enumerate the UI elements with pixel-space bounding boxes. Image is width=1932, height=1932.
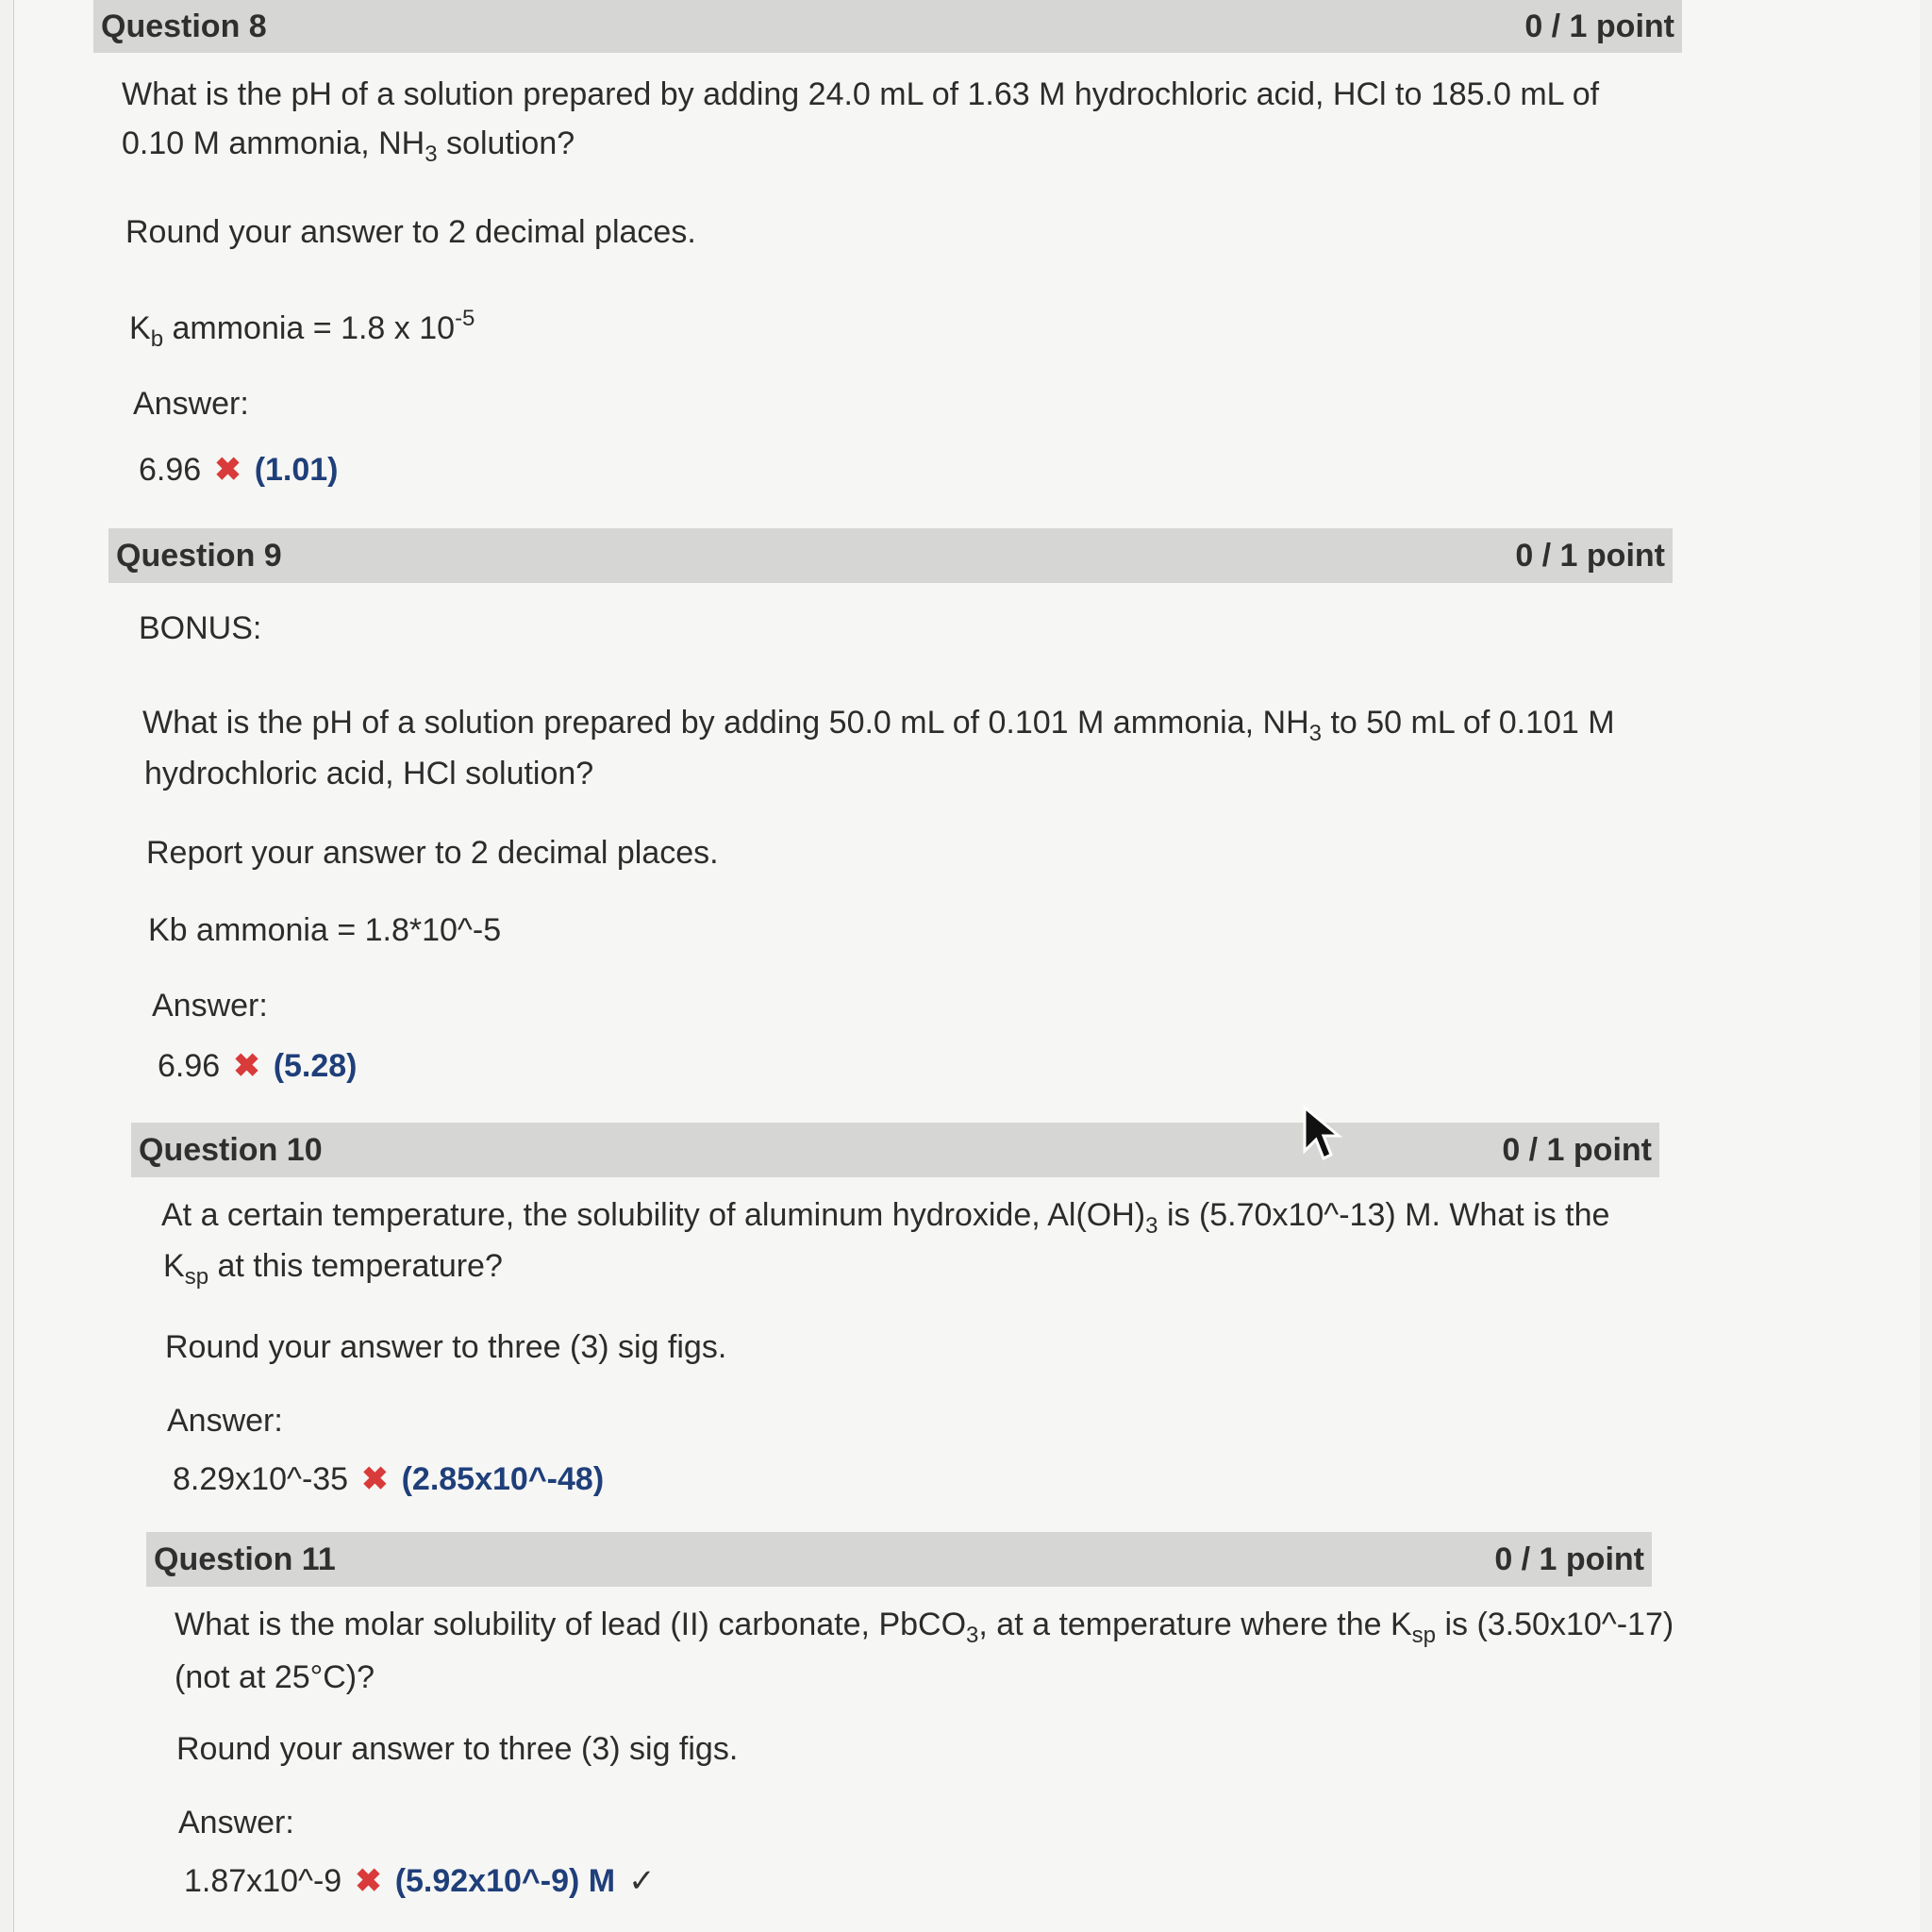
question-11-text-line-1: What is the molar solubility of lead (II) carbonate, PbCO$_3$, at a temperature where the $K_{sp}$ is (3.50x10^-17) (175, 1607, 1674, 1648)
question-9-instruction: Report your answer to 2 decimal places. (146, 835, 719, 871)
x-mark-icon: ✖ (361, 1461, 389, 1497)
user-answer: 8.29x10^-35 (173, 1460, 349, 1497)
question-11-answer-label: Answer: (178, 1805, 294, 1840)
question-9-header (108, 528, 1673, 583)
question-8-constant: $K_b$ ammonia = 1.8 x $10^{-5}$ (129, 306, 475, 352)
question-title: Question 11 (154, 1541, 336, 1577)
question-9-bonus: BONUS: (139, 610, 262, 646)
question-8-text-line-2: 0.10 M ammonia, $NH_3$ solution? (122, 125, 575, 167)
question-8-header (93, 0, 1682, 53)
question-10-text-line-2: $K_{sp}$ at this temperature? (163, 1248, 503, 1290)
question-9-text-line-2: hydrochloric acid, HCl solution? (144, 756, 594, 791)
correct-answer: (2.85x10^-48) (401, 1460, 605, 1497)
question-8-text-line-1: What is the pH of a solution prepared by adding 24.0 mL of 1.63 M hydrochloric acid, HCl to 185.0 mL of (122, 76, 1600, 112)
user-answer: 6.96 (139, 451, 202, 488)
correct-answer: (5.92x10^-9) M (394, 1862, 616, 1899)
question-11-text-line-2: (not at 25°C)? (175, 1659, 375, 1695)
x-mark-icon: ✖ (214, 452, 242, 488)
question-9-answer (158, 1047, 358, 1085)
quiz-results-page (13, 0, 1920, 1932)
user-answer: 6.96 (158, 1047, 221, 1084)
question-10-answer-label: Answer: (167, 1403, 283, 1439)
question-10-instruction: Round your answer to three (3) sig figs. (165, 1329, 727, 1365)
question-8-instruction: Round your answer to 2 decimal places. (125, 214, 696, 250)
question-title: Question 9 (116, 537, 282, 574)
question-points: 0 / 1 point (1502, 1131, 1652, 1168)
question-title: Question 8 (101, 8, 267, 44)
question-10-answer (173, 1460, 604, 1498)
question-9-text-line-1: What is the pH of a solution prepared by adding 50.0 mL of 0.101 M ammonia, $NH_3$ to 50 mL of 0.101 M (142, 705, 1615, 746)
correct-answer: (5.28) (273, 1047, 358, 1084)
question-11-header (146, 1532, 1652, 1587)
question-points: 0 / 1 point (1515, 537, 1665, 574)
question-points: 0 / 1 point (1494, 1541, 1644, 1577)
question-8-answer (139, 451, 339, 489)
question-10-text-line-1: At a certain temperature, the solubility of aluminum hydroxide, $Al(OH)_3$ is (5.70x10^-13) M. What is the (161, 1197, 1610, 1239)
question-8-answer-label: Answer: (133, 386, 249, 422)
question-11-answer (184, 1862, 656, 1900)
question-9-answer-label: Answer: (152, 988, 268, 1024)
question-11-instruction: Round your answer to three (3) sig figs. (176, 1731, 739, 1767)
question-title: Question 10 (139, 1131, 323, 1168)
question-points: 0 / 1 point (1524, 8, 1674, 44)
mouse-cursor-icon (1303, 1106, 1344, 1166)
question-9-constant: Kb ammonia = 1.8*10^-5 (148, 912, 502, 948)
user-answer: 1.87x10^-9 (184, 1862, 342, 1899)
x-mark-icon: ✖ (233, 1048, 260, 1084)
correct-answer: (1.01) (254, 451, 339, 488)
x-mark-icon: ✖ (355, 1863, 382, 1899)
question-10-header (131, 1123, 1659, 1177)
checkmark-icon: ✓ (628, 1863, 656, 1899)
